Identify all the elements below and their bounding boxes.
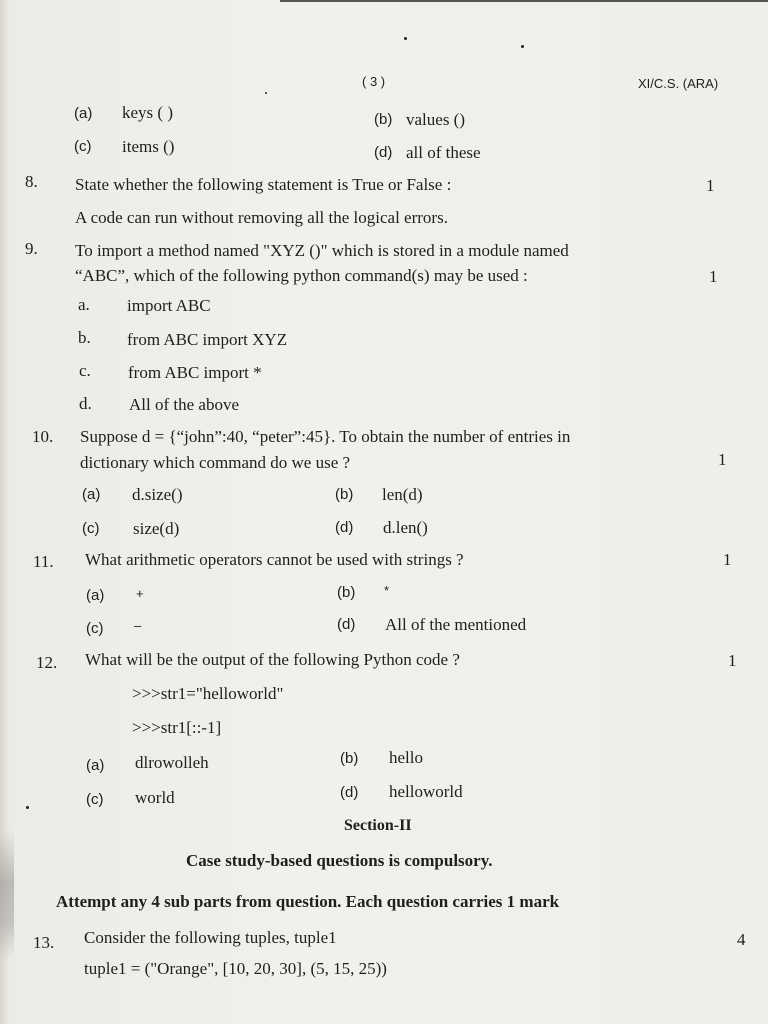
option-text: keys ( ) (122, 103, 173, 122)
question-text: What will be the output of the following Python code ? (85, 650, 460, 669)
question-text: What arithmetic operators cannot be used with strings ? (85, 550, 464, 569)
question-text: “ABC”, which of the following python command(s) may be used : (75, 266, 528, 285)
option-label: (c) (74, 138, 92, 155)
question-marks: 4 (737, 930, 746, 949)
option-text: * (384, 583, 390, 598)
option-text: + (136, 586, 144, 601)
option-label: c. (79, 361, 91, 380)
option-text: d.len() (383, 518, 428, 537)
question-number: 8. (25, 172, 38, 191)
paper-code: XI/C.S. (ARA) (638, 76, 719, 91)
question-marks: 1 (718, 450, 727, 469)
option-text: from ABC import XYZ (127, 330, 288, 349)
page-number: ( 3 ) (362, 74, 386, 89)
option-text: All of the mentioned (385, 615, 527, 634)
option-label: (b) (335, 486, 354, 503)
option-label: d. (79, 394, 92, 413)
question-marks: 1 (723, 550, 732, 569)
question-marks: 1 (706, 176, 715, 195)
question-number: 9. (25, 239, 38, 258)
option-label: (b) (374, 111, 393, 128)
option-text: all of these (406, 143, 481, 162)
question-number: 11. (33, 552, 54, 571)
section-title: Section-II (344, 817, 412, 834)
question-number: 12. (36, 653, 58, 672)
option-text: helloworld (389, 782, 463, 801)
option-label: (b) (337, 584, 356, 601)
option-label: b. (78, 328, 91, 347)
option-label: (a) (74, 105, 93, 122)
option-text: – (134, 618, 142, 633)
section-instruction: Attempt any 4 sub parts from question. Each question carries 1 mark (56, 892, 560, 911)
question-text: A code can run without removing all the logical errors. (75, 208, 448, 227)
code-line: >>>str1="helloworld" (132, 684, 284, 703)
option-text: import ABC (127, 296, 211, 315)
section-instruction: Case study-based questions is compulsory. (186, 851, 493, 870)
option-text: from ABC import * (128, 363, 262, 382)
option-label: (a) (86, 587, 105, 604)
speck (265, 92, 267, 94)
option-label: (b) (340, 750, 359, 767)
code-line: tuple1 = ("Orange", [10, 20, 30], (5, 15, 25)) (84, 959, 387, 978)
question-text: State whether the following statement is True or False : (75, 175, 452, 194)
option-label: (c) (86, 791, 104, 808)
option-label: a. (78, 295, 90, 314)
option-label: (a) (86, 757, 105, 774)
option-label: (d) (337, 616, 356, 633)
option-text: len(d) (382, 485, 423, 504)
option-text: dlrowolleh (135, 753, 209, 772)
question-text: dictionary which command do we use ? (80, 453, 351, 472)
speck (404, 37, 407, 40)
option-text: hello (389, 748, 423, 767)
speck (26, 806, 29, 809)
option-text: All of the above (129, 395, 239, 414)
option-text: d.size() (132, 485, 183, 504)
question-number: 10. (32, 427, 54, 446)
option-label: (d) (340, 784, 359, 801)
option-label: (c) (86, 620, 104, 637)
option-label: (a) (82, 486, 101, 503)
option-text: world (135, 788, 175, 807)
option-text: size(d) (133, 519, 180, 538)
top-border-line (280, 0, 768, 2)
option-label: (d) (374, 144, 393, 161)
question-marks: 1 (728, 651, 737, 670)
option-label: (c) (82, 520, 100, 537)
question-text: To import a method named "XYZ ()" which is stored in a module named (75, 241, 569, 260)
question-text: Suppose d = {“john”:40, “peter”:45}. To obtain the number of entries in (80, 427, 571, 446)
page-edge-shadow (0, 830, 14, 960)
option-text: items () (122, 137, 175, 156)
option-label: (d) (335, 519, 354, 536)
code-line: >>>str1[::-1] (132, 718, 222, 737)
question-text: Consider the following tuples, tuple1 (84, 928, 337, 947)
speck (521, 45, 524, 48)
question-marks: 1 (709, 267, 718, 286)
question-number: 13. (33, 933, 55, 952)
option-text: values () (406, 110, 466, 129)
